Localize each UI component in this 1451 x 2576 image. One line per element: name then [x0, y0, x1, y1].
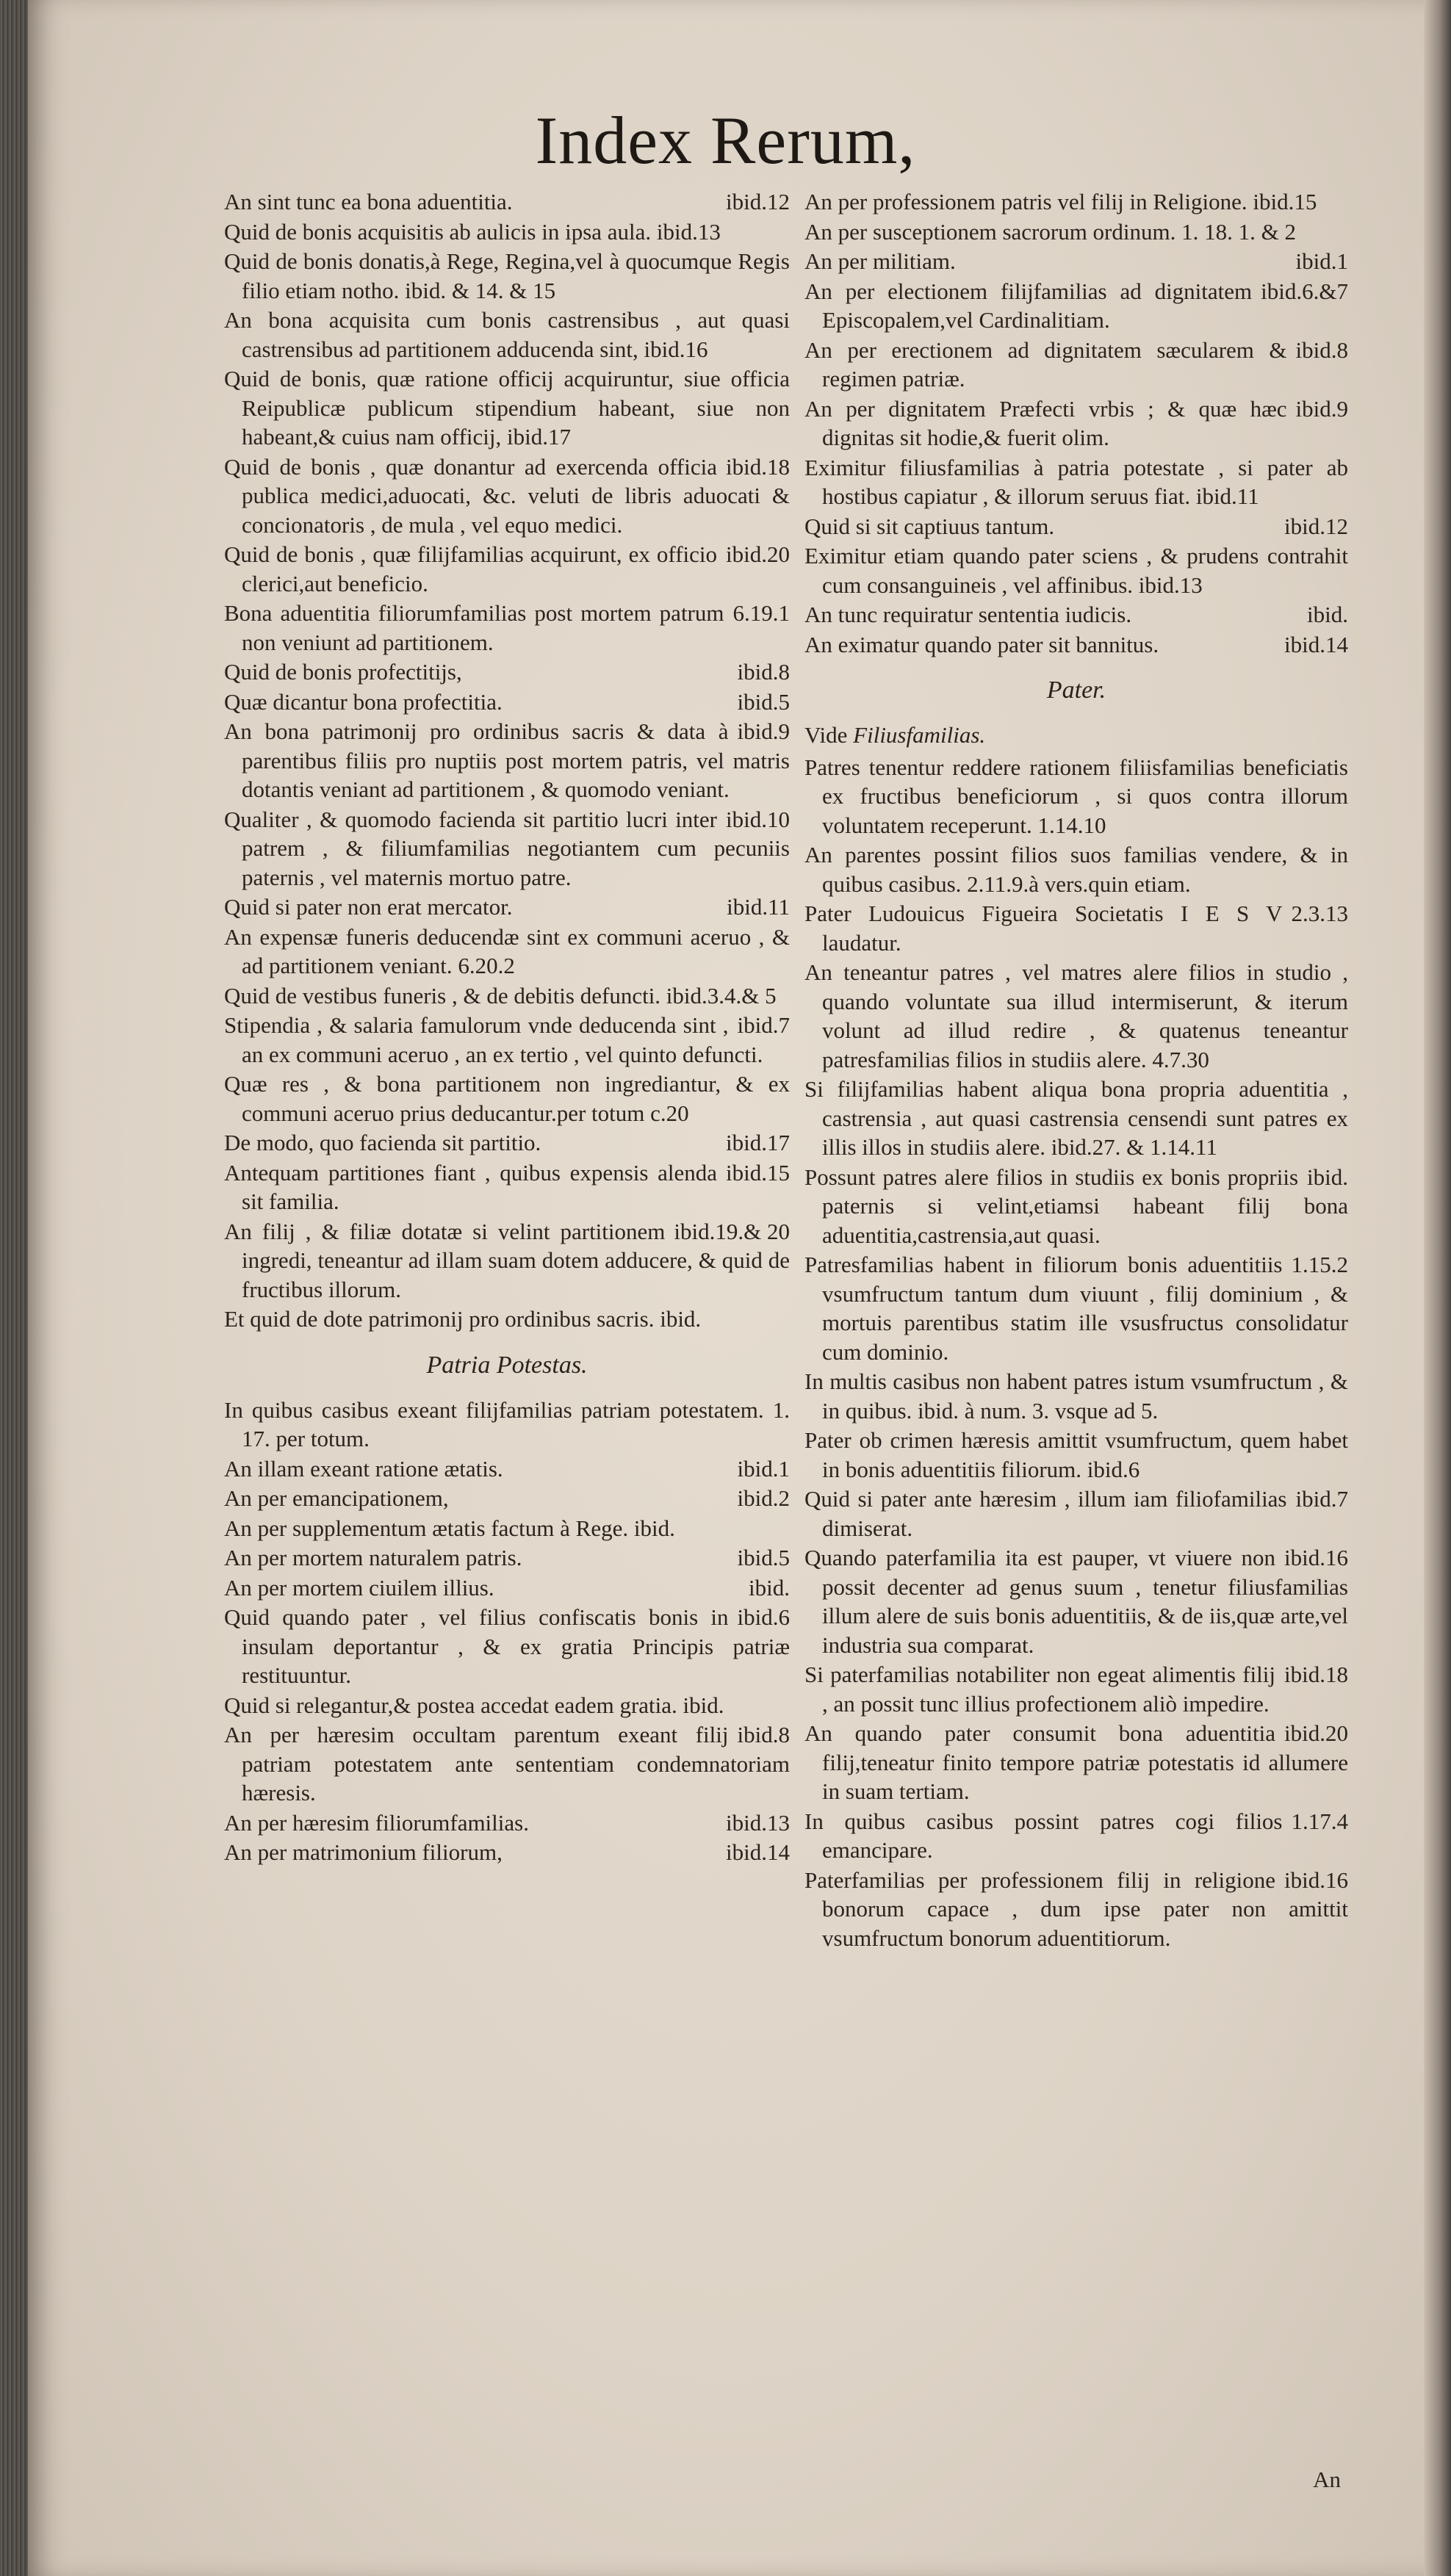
index-entry-text: An quando pater consumit bona aduentitia filij,teneatur finito tempore patriæ potestatis id allumere in suam tertiam. — [804, 1720, 1348, 1804]
index-entry-text: Possunt patres alere filios in studiis ex bonis propriis paternis si velint,etiamsi habeant filij bona aduentitia,castrensia,aut quasi. — [804, 1163, 1348, 1248]
left-column — [224, 187, 790, 1868]
index-entry — [224, 1396, 790, 1454]
index-entry — [224, 1691, 790, 1720]
index-entry-text: Quid si pater ante hæresim , illum iam filiofamilias dimiserat. — [804, 1486, 1287, 1541]
page-right-edge — [1424, 0, 1451, 2576]
index-entry — [804, 753, 1348, 840]
index-entry-text: An per militiam. — [804, 248, 956, 274]
index-entry — [804, 336, 1348, 394]
index-entry-text: Eximitur filiusfamilias à patria potestate , si pater ab hostibus capiatur , & illorum seruus fiat. ibid.11 — [804, 454, 1348, 509]
index-entry — [804, 1484, 1348, 1543]
index-entry — [804, 1719, 1348, 1806]
index-entry-text: An per erectionem ad dignitatem sæcularem & regimen patriæ. — [804, 336, 1287, 392]
index-entry-reference: 1.15.2 — [1291, 1252, 1348, 1277]
index-entry-reference: ibid.17 — [726, 1130, 790, 1155]
index-entry — [224, 657, 790, 687]
index-entry — [804, 630, 1348, 660]
index-entry-text: Quid si relegantur,& postea accedat eadem gratia. ibid. — [224, 1692, 724, 1718]
index-entry-text: An expensæ funeris deducendæ sint ex communi aceruo , & ad partitionem veniant. 6.20.2 — [224, 923, 790, 978]
index-entry — [804, 1866, 1348, 1953]
index-entry-reference: ibid.14 — [726, 1839, 790, 1865]
index-entry-text: An sint tunc ea bona aduentitia. — [224, 189, 513, 214]
index-entry-reference: ibid.12 — [726, 189, 790, 214]
index-entry — [804, 247, 1348, 276]
index-entry-text: Bona aduentitia filiorumfamilias post mortem patrum non veniunt ad partitionem. — [224, 600, 724, 655]
index-entry-reference: ibid.11 — [727, 894, 790, 920]
index-entry-text: An per electionem filijfamilias ad dignitatem Episcopalem,vel Cardinalitiam. — [804, 278, 1253, 333]
index-entry — [224, 1158, 790, 1216]
index-entry — [804, 394, 1348, 452]
index-entry-reference: ibid.18 — [1284, 1662, 1348, 1687]
index-entry-text: Quid si sit captiuus tantum. — [804, 513, 1055, 539]
index-entry — [224, 1484, 790, 1513]
index-entry-text: Pater ob crimen hæresis amittit vsumfructum, quem habet in bonis aduentitiis filiorum. ibid.6 — [804, 1427, 1348, 1482]
index-entry-text: An bona patrimonij pro ordinibus sacris & data à parentibus filiis pro nuptiis post mortem patris, vel matris dotantis veniant ad partitionem , & quomodo veniant. — [224, 718, 790, 802]
index-entry-text: An teneantur patres , vel matres alere filios in studio , quando voluntate sua illud intermiserunt, & iterum volunt ad illud redire , & quatenus teneantur patresfamilias filios in studiis alere. 4.7.30 — [804, 959, 1348, 1072]
index-entry-text: Si paterfamilias notabiliter non egeat alimentis filij , an possit tunc illius profectionem aliò impedire. — [804, 1662, 1276, 1717]
index-entry-text: An per mortem naturalem patris. — [224, 1545, 522, 1570]
index-entry — [804, 453, 1348, 511]
section-heading-patria-potestas: Patria Potestas. — [426, 1351, 588, 1379]
cross-reference — [804, 721, 1348, 750]
index-entry — [224, 1603, 790, 1690]
index-entry-reference: ibid.16 — [1284, 1545, 1348, 1570]
index-entry-reference: ibid.6 — [737, 1604, 790, 1630]
index-entry-text: An eximatur quando pater sit bannitus. — [804, 631, 1159, 657]
index-entry — [804, 277, 1348, 335]
index-entry — [224, 923, 790, 981]
index-entry-text: An per hæresim filiorumfamilias. — [224, 1809, 529, 1836]
index-entry-text: Stipendia , & salaria famulorum vnde deducenda sint , an ex communi aceruo , an ex tertio , vel quinto defuncti. — [224, 1012, 763, 1067]
right-column — [804, 187, 1348, 1953]
index-entry — [804, 187, 1348, 217]
index-entry-text: An per matrimonium filiorum, — [224, 1839, 503, 1865]
index-entry-reference: 2.3.13 — [1291, 901, 1348, 926]
index-entry — [804, 512, 1348, 541]
index-entry-text: Quæ dicantur bona profectitia. — [224, 688, 503, 715]
index-entry-reference: ibid.20 — [1284, 1720, 1348, 1746]
index-entry — [804, 1250, 1348, 1366]
index-entry-text: In quibus casibus possint patres cogi filios emancipare. — [804, 1808, 1283, 1863]
index-entry-text: An tunc requiratur sententia iudicis. — [804, 602, 1132, 627]
index-entry-text: An per emancipationem, — [224, 1485, 449, 1511]
index-entry-reference: ibid.7 — [737, 1012, 790, 1038]
index-entry-reference: ibid.5 — [737, 688, 790, 715]
index-entry-reference: ibid.8 — [737, 1722, 790, 1747]
index-entry-text: An per hæresim occultam parentum exeant filij patriam potestatem ante sententiam condemnatoriam hæresis. — [224, 1722, 790, 1805]
book-spine-edge — [0, 0, 28, 2576]
index-entry — [224, 247, 790, 305]
index-entry — [224, 1011, 790, 1069]
index-entry — [804, 1660, 1348, 1718]
index-entry-text: De modo, quo facienda sit partitio. — [224, 1130, 541, 1155]
index-entry-reference: ibid. — [749, 1574, 790, 1601]
index-entry — [804, 1075, 1348, 1162]
index-entry-reference: ibid.10 — [726, 806, 790, 832]
index-entry-text: Qualiter , & quomodo facienda sit partitio lucri inter patrem , & filiumfamilias negotiantem cum pecuniis paternis , vel maternis mortuo patre. — [224, 806, 790, 890]
index-entry — [804, 1543, 1348, 1659]
index-entry-reference: ibid.12 — [1284, 513, 1348, 539]
index-entry — [224, 805, 790, 892]
index-entry — [224, 540, 790, 598]
index-entry-text: Si filijfamilias habent aliqua bona propria aduentitia , castrensia , aut quasi castrensia censendi sunt patres ex illis illos in studiis alere. ibid.27. & 1.14.11 — [804, 1076, 1348, 1160]
index-entry-text: Quid de bonis profectitijs, — [224, 659, 462, 685]
index-entry-text: Quid si pater non erat mercator. — [224, 894, 513, 920]
index-entry-text: An parentes possint filios suos familias vendere, & in quibus casibus. 2.11.9.à vers.quin etiam. — [804, 842, 1348, 897]
index-entry-reference: ibid.2 — [737, 1485, 790, 1511]
index-entry-reference: ibid.20 — [726, 541, 790, 567]
index-entry — [224, 364, 790, 452]
index-entry — [224, 892, 790, 922]
index-entry-reference: ibid.7 — [1295, 1486, 1348, 1512]
index-entry-text: In quibus casibus exeant filijfamilias patriam potestatem. 1. 17. per totum. — [224, 1396, 790, 1451]
index-entry-text: Patresfamilias habent in filiorum bonis aduentitiis vsumfructum tantum dum viuunt , filij dominium , & mortuis parentibus statim ille vsusfructus consolidatur cum dominio. — [804, 1252, 1348, 1365]
index-entry-text: An per mortem ciuilem illius. — [224, 1574, 494, 1601]
index-entry — [224, 599, 790, 657]
index-entry-reference: ibid.8 — [737, 659, 790, 685]
index-entry — [804, 958, 1348, 1074]
index-entry — [224, 187, 790, 217]
index-entry-reference: ibid.13 — [726, 1809, 790, 1836]
catchword: An — [1313, 2467, 1341, 2492]
index-entry-text: Quid de bonis donatis,à Rege, Regina,vel à quocumque Regis filio etiam notho. ibid. & 14. & 15 — [224, 248, 790, 303]
index-entry — [224, 1069, 790, 1128]
index-entry — [804, 600, 1348, 629]
index-entry — [804, 840, 1348, 898]
index-entry-text: Quid de bonis acquisitis ab aulicis in ipsa aula. ibid.13 — [224, 218, 721, 245]
index-entry — [224, 1454, 790, 1484]
index-entry-text: An per professionem patris vel filij in Religione. ibid.15 — [804, 189, 1317, 214]
index-entry-reference: ibid.9 — [1295, 395, 1348, 422]
index-entry — [804, 899, 1348, 957]
index-entry — [224, 1720, 790, 1808]
index-entry-reference: ibid.18 — [726, 453, 790, 480]
cross-reference-target: Filiusfamilias. — [853, 722, 986, 748]
index-entry-reference: ibid.9 — [737, 718, 790, 744]
index-entry — [804, 217, 1348, 247]
index-entry-reference: ibid. — [1307, 1163, 1348, 1190]
index-entry-text: Patres tenentur reddere rationem filiisfamilias beneficiatis ex fructibus beneficiorum , si quos contra illorum voluntatem receperunt. 1.14.10 — [804, 754, 1348, 838]
page-title: Index Rerum, — [535, 103, 916, 178]
index-entry-text: Quid de bonis , quæ filijfamilias acquirunt, ex officio clerici,aut beneficio. — [224, 541, 718, 596]
index-entry-text: An bona acquisita cum bonis castrensibus , aut quasi castrensibus ad partitionem adducenda sint, ibid.16 — [224, 307, 790, 362]
index-entry-text: An per susceptionem sacrorum ordinum. 1. 18. 1. & 2 — [804, 218, 1296, 245]
index-entry-text: An illam exeant ratione ætatis. — [224, 1455, 503, 1482]
index-entry — [224, 306, 790, 364]
index-entry-text: An per supplementum ætatis factum à Rege. ibid. — [224, 1515, 675, 1541]
index-entry — [804, 1807, 1348, 1865]
cross-reference-label: Vide — [804, 722, 848, 748]
index-entry-text: Pater Ludouicus Figueira Societatis I E S V laudatur. — [804, 901, 1283, 956]
index-entry — [804, 1426, 1348, 1484]
index-entry — [224, 1838, 790, 1867]
index-entry-reference: 6.19.1 — [732, 600, 790, 626]
index-entry-reference: ibid.19.& 20 — [674, 1218, 790, 1244]
index-entry-text: Antequam partitiones fiant , quibus expensis alenda sit familia. — [224, 1159, 718, 1214]
index-entry — [224, 1305, 790, 1334]
index-entry-reference: ibid.1 — [1295, 248, 1348, 274]
index-entry — [224, 981, 790, 1011]
index-entry-text: Quid de bonis , quæ donantur ad exercenda officia publica medici,aduocati, &c. veluti de libris aduocati & concionatoris , de mula , vel equo medici. — [224, 453, 790, 538]
index-entry — [224, 1573, 790, 1603]
index-entry-reference: ibid.15 — [726, 1159, 790, 1186]
index-entry-reference: 1.17.4 — [1291, 1808, 1348, 1834]
index-entry-text: In multis casibus non habent patres istum vsumfructum , & in quibus. ibid. à num. 3. vsque ad 5. — [804, 1368, 1348, 1424]
index-entry-reference: ibid.16 — [1284, 1866, 1348, 1893]
index-entry — [224, 1808, 790, 1838]
index-entry-text: Eximitur etiam quando pater sciens , & prudens contrahit cum consanguineis , vel affinibus. ibid.13 — [804, 543, 1348, 598]
index-entry-reference: ibid.1 — [737, 1455, 790, 1482]
index-entry-reference: ibid.5 — [737, 1545, 790, 1570]
index-entry — [804, 1367, 1348, 1425]
index-entry-reference: ibid. — [1307, 602, 1348, 627]
index-entry — [804, 541, 1348, 599]
index-entry-text: An filij , & filiæ dotatæ si velint partitionem ingredi, teneantur ad illam suam dotem adducere, & quid de fructibus illorum. — [224, 1218, 790, 1302]
index-entry-text: Quid de vestibus funeris , & de debitis defuncti. ibid.3.4.& 5 — [224, 982, 777, 1009]
index-entry-text: Quando paterfamilia ita est pauper, vt viuere non possit decenter ad genus suum , tenetur filiusfamilias illum alere de suis bonis aduentitiis, & de iis,quæ arte,vel industria sua comparat. — [804, 1545, 1348, 1658]
index-entry-text: Quæ res , & bona partitionem non ingrediantur, & ex communi aceruo prius deducantur.per totum c.20 — [224, 1071, 790, 1126]
index-entry-text: Quid de bonis, quæ ratione officij acquiruntur, siue officia Reipublicæ publicum stipendium habeant, siue non habeant,& cuius nam officij, ibid.17 — [224, 366, 790, 450]
index-entry-reference: ibid.8 — [1295, 336, 1348, 363]
index-entry-reference: ibid.14 — [1284, 631, 1348, 657]
index-entry — [224, 1514, 790, 1543]
index-entry — [224, 1543, 790, 1573]
index-entry-text: Quid quando pater , vel filius confiscatis bonis in insulam deportantur , & ex gratia Principis patriæ restituuntur. — [224, 1604, 790, 1688]
index-entry — [224, 1128, 790, 1158]
index-entry — [224, 452, 790, 540]
index-entry-reference: ibid.6.&7 — [1261, 278, 1348, 304]
index-entry-text: Paterfamilias per professionem filij in religione bonorum capace , dum ipse pater non amittit vsumfructum bonorum aduentitiorum. — [804, 1866, 1348, 1951]
index-entry — [224, 217, 790, 247]
section-heading-pater: Pater. — [1046, 677, 1106, 704]
index-entry-text: An per dignitatem Præfecti vrbis ; & quæ hæc dignitas sit hodie,& fuerit olim. — [804, 395, 1287, 450]
index-entry — [224, 1217, 790, 1305]
index-entry-text: Et quid de dote patrimonij pro ordinibus sacris. ibid. — [224, 1306, 702, 1332]
index-entry — [224, 717, 790, 804]
index-entry — [224, 688, 790, 717]
index-entry — [804, 1163, 1348, 1250]
